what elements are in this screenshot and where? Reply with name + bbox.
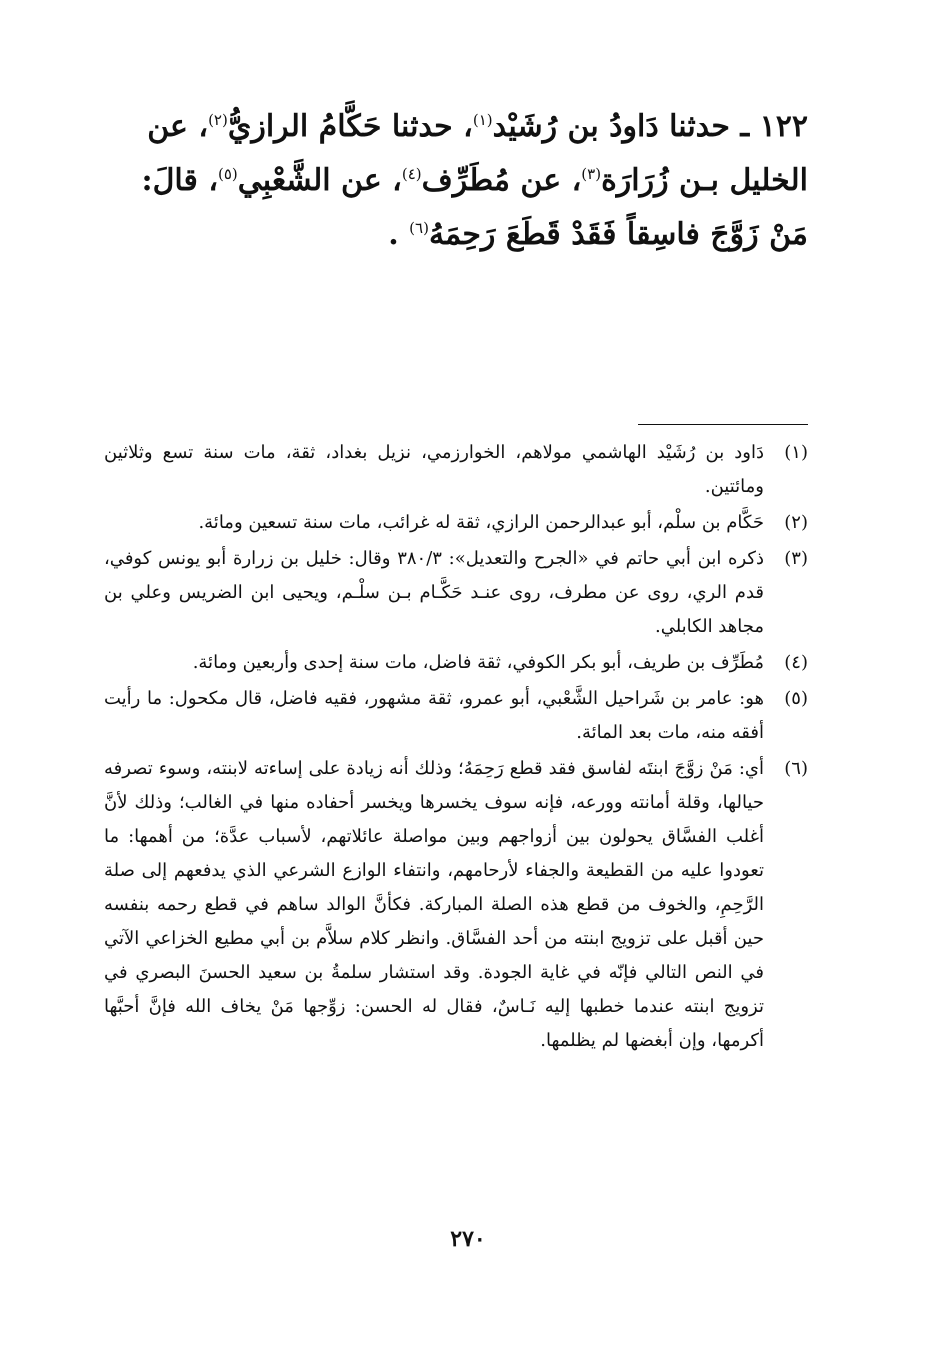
footnote-text: أي: مَنْ زوَّجَ ابنتَه لفاسق فقد قطع رَحِمَهُ؛ وذلك أنه زيادة على إساءته لابنته، وسوء تصرفه حيالها، وقلة أمانته وورعه، فإنه سوف يخسرها ويخسر أحفاده منها في الغالب؛ وذلك لأنَّ أغلب الفسَّاق يحولون بين أزواجهم وبين مواصلة عائلاتهم، لأسباب عدَّة؛ من أهمها: ما تعودوا عليه من القطيعة والجفاء لأرحامهم، وانتفاء الوازع الشرعي الذي يدفعهم إلى صلة الرَّحِمِ، والخوف من قطع هذه الصلة المباركة. فكأنَّ الوالد ساهم في قطع رحمه بنفسه حين أقبل على تزويج ابنته من أحد الفسَّاق. وانظر كلام سلاَّم بن أبي مطيع الخزاعي الآتي في النص التالي فإنّه في غاية الجودة. وقد استشار سلمةُ بن سعيد الحسنَ البصري في تزويج ابنته عندما خطبها إليه نَـاسٌ، فقال له الحسن: زوِّجها مَنْ يخاف الله فإنَّ أحبَّها أكرمها، وإن أبغضها لم يظلمها. [104, 758, 764, 1051]
footnote-text: دَاود بن رُشَيْد الهاشمي مولاهم، الخوارزمي، نزيل بغداد، ثقة، مات سنة تسع وثلاثين ومائتين. [104, 442, 764, 497]
footnote-number: (٥) [784, 688, 808, 709]
page-number: ٢٧٠ [450, 1226, 486, 1252]
hadith-paragraph [108, 100, 808, 262]
footnote-4 [104, 646, 808, 680]
hadith-segment-2: ، حدثنا حَكَّامُ الرازيُّ [227, 109, 473, 144]
footnote-ref-3: (٣) [581, 165, 602, 183]
footnote-number: (٢) [784, 512, 808, 533]
footnote-number: (٣) [784, 548, 808, 569]
footnote-text: مُطَرِّف بن طريف، أبو بكر الكوفي، ثقة فاضل، مات سنة إحدى وأربعين ومائة. [192, 652, 764, 673]
footnote-ref-1: (١) [472, 111, 493, 129]
footnote-number: (٦) [784, 758, 808, 779]
footnote-text: حَكَّام بن سلْم، أبو عبدالرحمن الرازي، ثقة له غرائب، مات سنة تسعين ومائة. [198, 512, 764, 533]
footnote-ref-6: (٦) [409, 219, 429, 237]
footnote-1 [104, 436, 808, 504]
footnote-number: (١) [784, 442, 808, 463]
hadith-dash: ـ [729, 109, 760, 144]
hadith-end: . [388, 217, 410, 252]
hadith-number: ١٢٢ [759, 109, 808, 144]
hadith-segment-1: حدثنا دَاودُ بن رُشَيْد [492, 109, 730, 144]
footnote-3 [104, 542, 808, 644]
hadith-text [108, 100, 808, 262]
hadith-segment-6: ، قالَ: مَنْ زَوَّجَ فاسِقاً فَقَدْ قَطَعَ رَحِمَهُ [141, 163, 808, 252]
footnote-divider [638, 424, 808, 425]
footnote-ref-2: (٢) [208, 111, 228, 129]
hadith-segment-5: ، عن الشَّعْبِي [237, 163, 402, 198]
footnotes [104, 436, 808, 1060]
footnote-ref-5: (٥) [218, 165, 238, 183]
footnote-2 [104, 506, 808, 540]
footnote-ref-4: (٤) [401, 165, 422, 183]
footnote-text: هو: عامر بن شَراحيل الشَّعْبي، أبو عمرو، ثقة مشهور، فقيه فاضل، قال مكحول: ما رأيت أفقه منه، مات بعد المائة. [104, 688, 764, 743]
footnote-5 [104, 682, 808, 750]
footnote-number: (٤) [784, 652, 808, 673]
footnote-text: ذكره ابن أبي حاتم في «الجرح والتعديل»: ٣٨٠/٣ وقال: خليل بن زرارة أبو يونس كوفي، قدم الري، روى عن مطرف، روى عنـد حَكَّـام بـن سلْـم، ويحيى ابن الضريس وعلي بن مجاهد الكابلي. [104, 548, 764, 637]
hadith-segment-4: ، عن مُطَرِّف [421, 163, 582, 198]
hadith-segment-3: ، عن الخليل بـن زُرَارَة [147, 109, 808, 198]
footnote-6 [104, 752, 808, 1058]
